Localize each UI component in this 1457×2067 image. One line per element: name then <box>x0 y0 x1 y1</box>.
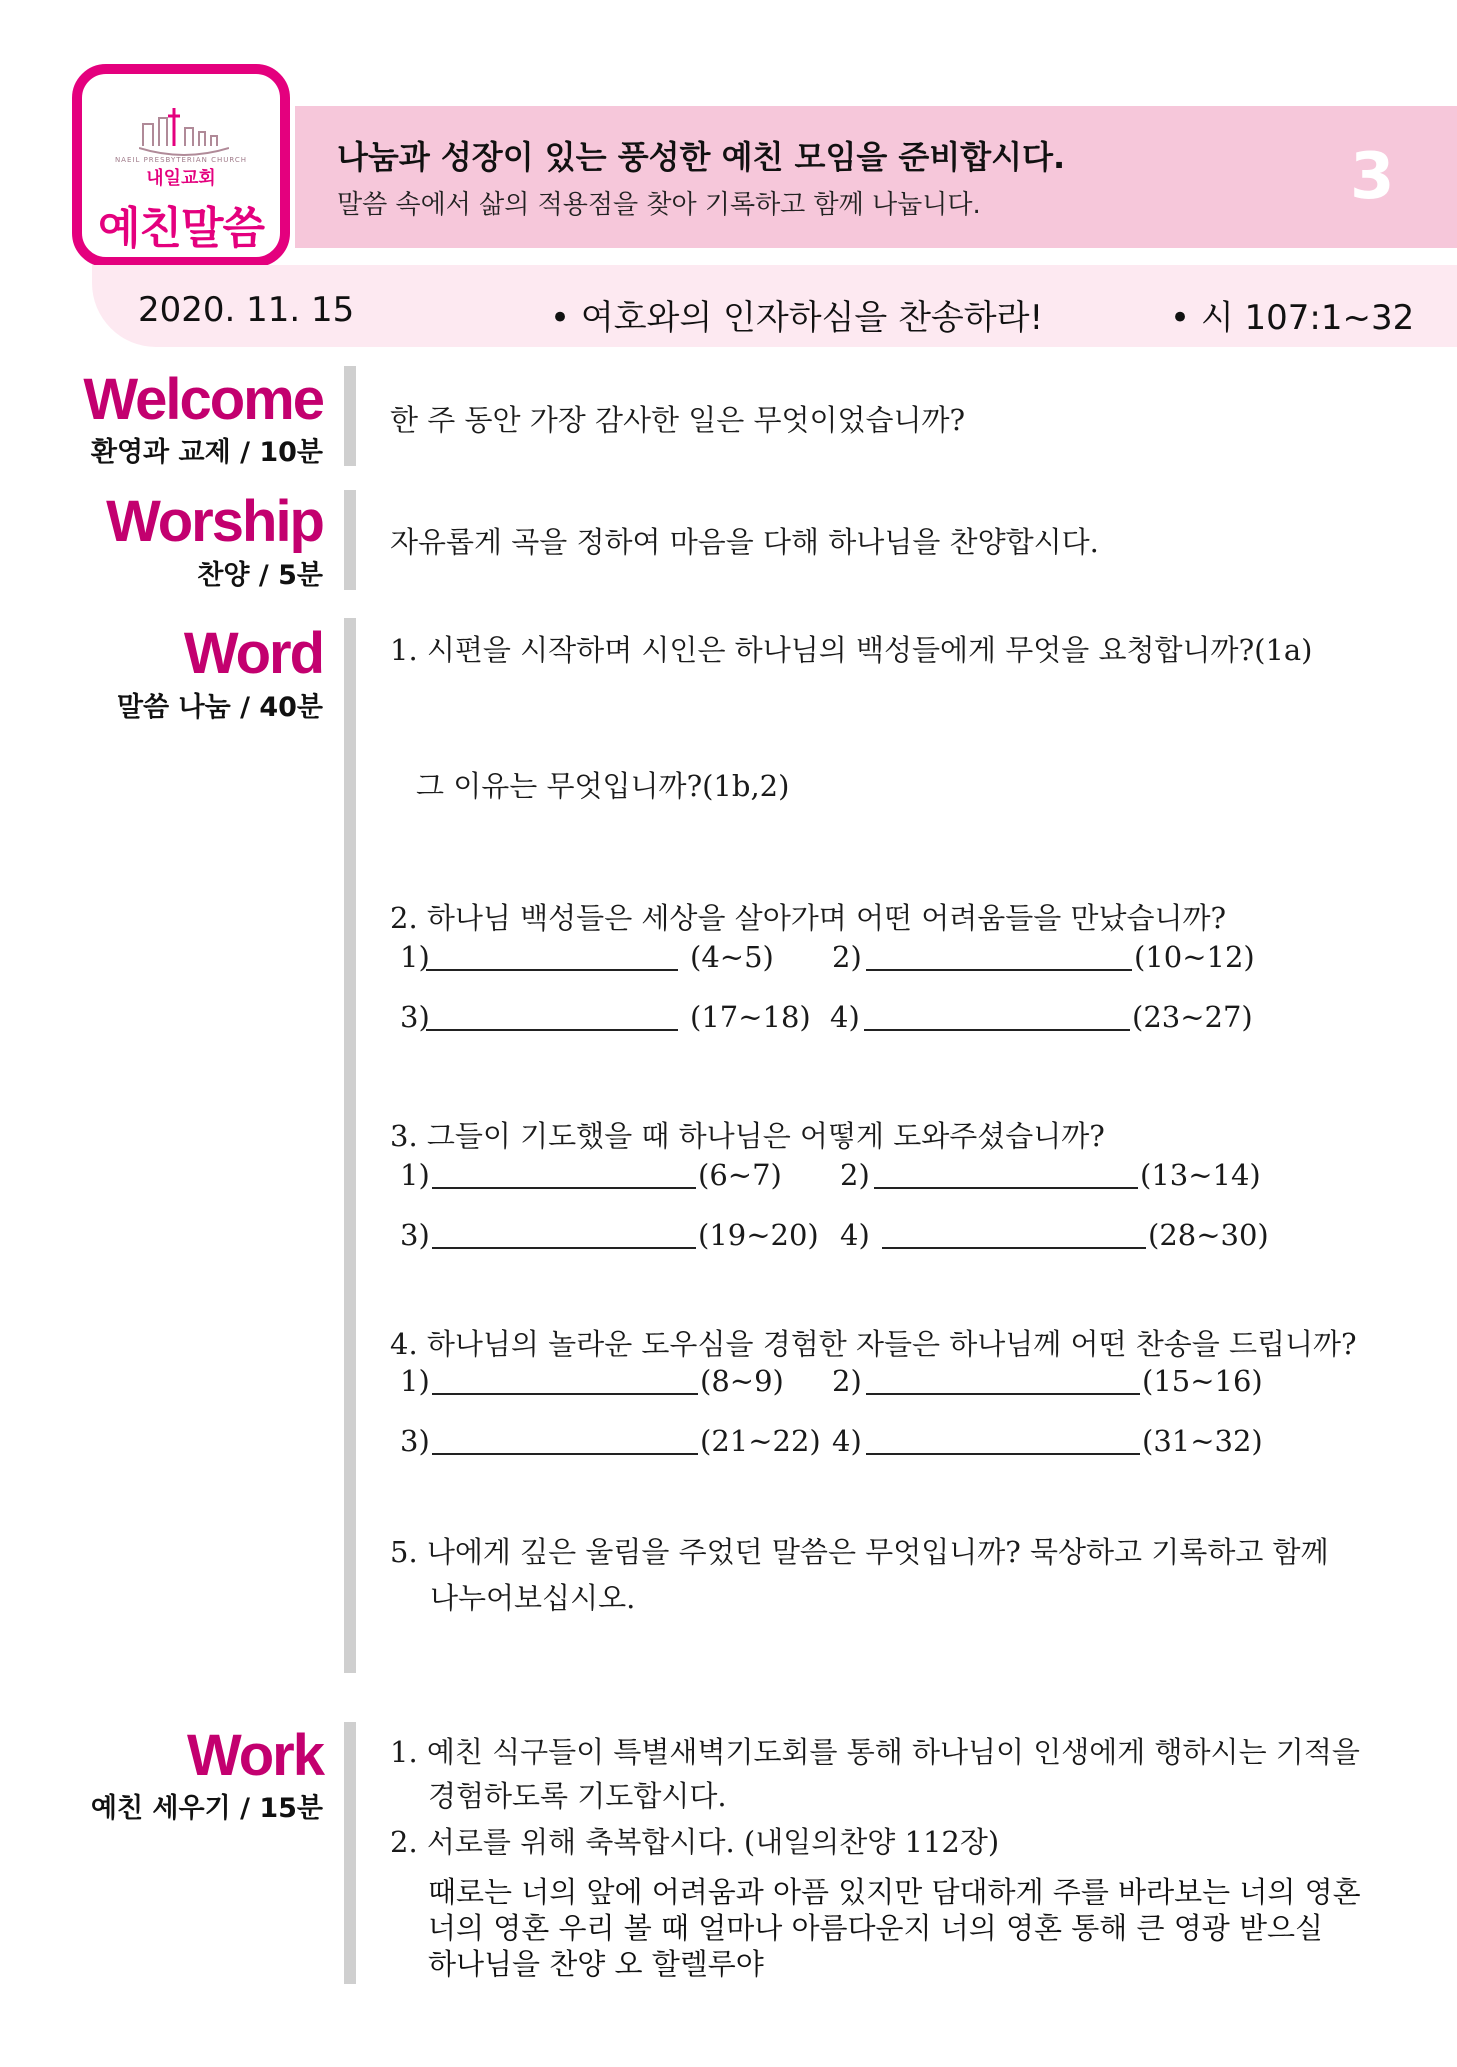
answer-blank[interactable] <box>866 968 1132 971</box>
word-subtitle: 말씀 나눔 / 40분 <box>116 692 323 723</box>
answer-blank[interactable] <box>432 1452 698 1455</box>
work-title: Work <box>187 1723 323 1788</box>
answer-number: 2) <box>832 1364 862 1398</box>
hymn-lyrics-line: 너의 영혼 우리 볼 때 얼마나 아름다운지 너의 영혼 통해 큰 영광 받으실 <box>428 1911 1324 1945</box>
welcome-divider <box>344 366 356 466</box>
scripture-reference: • 시 107:1~32 <box>1170 298 1415 338</box>
word-question-1b: 그 이유는 무엇입니까?(1b,2) <box>416 769 790 803</box>
hymn-lyrics-line: 때로는 너의 앞에 어려움과 아픔 있지만 담대하게 주를 바라보는 너의 영혼 <box>428 1875 1361 1909</box>
welcome-title: Welcome <box>83 367 323 432</box>
answer-blank[interactable] <box>866 1392 1140 1395</box>
word-question-5: 5. 나에게 깊은 울림을 주었던 말씀은 무엇입니까? 묵상하고 기록하고 함께 <box>390 1535 1329 1569</box>
word-divider <box>344 618 356 1673</box>
worship-title: Worship <box>106 489 323 554</box>
welcome-question: 한 주 동안 가장 감사한 일은 무엇이었습니까? <box>390 403 966 437</box>
work-item-1: 1. 예친 식구들이 특별새벽기도회를 통해 하나님이 인생에게 행하시는 기적을 <box>390 1735 1360 1769</box>
sermon-theme: • 여호와의 인자하심을 찬송하라! <box>550 298 1044 338</box>
worship-subtitle: 찬양 / 5분 <box>197 560 323 591</box>
answer-reference: (6~7) <box>698 1158 782 1192</box>
answer-reference: (21~22) <box>700 1424 821 1458</box>
answer-number: 4) <box>830 1000 860 1034</box>
answer-reference: (4~5) <box>690 940 774 974</box>
answer-number: 3) <box>400 1000 430 1034</box>
header-headline: 나눔과 성장이 있는 풍성한 예친 모임을 준비합시다. <box>337 138 1066 176</box>
word-question-2: 2. 하나님 백성들은 세상을 살아가며 어떤 어려움들을 만났습니까? <box>390 901 1227 935</box>
answer-blank[interactable] <box>432 1246 696 1249</box>
logo-church-name: 내일교회 <box>146 168 216 189</box>
answer-blank[interactable] <box>864 1028 1130 1031</box>
answer-number: 2) <box>832 940 862 974</box>
work-item-2: 2. 서로를 위해 축복합시다. (내일의찬양 112장) <box>390 1825 1000 1859</box>
answer-reference: (23~27) <box>1132 1000 1253 1034</box>
answer-reference: (31~32) <box>1142 1424 1263 1458</box>
work-item-1-cont: 경험하도록 기도합시다. <box>428 1779 727 1813</box>
worship-text: 자유롭게 곡을 정하여 마음을 다해 하나님을 찬양합시다. <box>390 525 1099 559</box>
answer-blank[interactable] <box>432 1186 696 1189</box>
answer-number: 4) <box>832 1424 862 1458</box>
answer-reference: (8~9) <box>700 1364 784 1398</box>
answer-blank[interactable] <box>426 968 678 971</box>
word-question-1: 1. 시편을 시작하며 시인은 하나님의 백성들에게 무엇을 요청합니까?(1a) <box>390 633 1313 667</box>
word-question-5-cont: 나누어보십시오. <box>430 1581 636 1615</box>
answer-reference: (10~12) <box>1134 940 1255 974</box>
answer-reference: (13~14) <box>1140 1158 1261 1192</box>
answer-reference: (19~20) <box>698 1218 819 1252</box>
answer-blank[interactable] <box>882 1246 1146 1249</box>
work-divider <box>344 1722 356 1984</box>
worship-divider <box>344 490 356 590</box>
answer-blank[interactable] <box>874 1186 1138 1189</box>
answer-number: 3) <box>400 1424 430 1458</box>
answer-number: 1) <box>400 1364 430 1398</box>
answer-reference: (15~16) <box>1142 1364 1263 1398</box>
answer-reference: (17~18) <box>690 1000 811 1034</box>
work-subtitle: 예친 세우기 / 15분 <box>90 1793 323 1824</box>
answer-blank[interactable] <box>866 1452 1140 1455</box>
answer-number: 3) <box>400 1218 430 1252</box>
church-skyline-icon <box>139 104 229 159</box>
logo-box <box>72 64 290 267</box>
answer-reference: (28~30) <box>1148 1218 1269 1252</box>
logo-english-name: NAEIL PRESBYTERIAN CHURCH <box>114 156 248 164</box>
welcome-subtitle: 환영과 교제 / 10분 <box>90 437 323 468</box>
answer-number: 4) <box>840 1218 870 1252</box>
header-subline: 말씀 속에서 삶의 적용점을 찾아 기록하고 함께 나눕니다. <box>337 190 981 220</box>
word-question-3: 3. 그들이 기도했을 때 하나님은 어떻게 도와주셨습니까? <box>390 1119 1105 1153</box>
logo-title: 예친말씀 <box>97 203 264 254</box>
word-question-4: 4. 하나님의 놀라운 도우심을 경험한 자들은 하나님께 어떤 찬송을 드립니까? <box>390 1327 1357 1361</box>
hymn-lyrics-line: 하나님을 찬양 오 할렐루야 <box>428 1947 764 1981</box>
answer-number: 2) <box>840 1158 870 1192</box>
answer-number: 1) <box>400 1158 430 1192</box>
answer-blank[interactable] <box>432 1392 698 1395</box>
answer-blank[interactable] <box>426 1028 678 1031</box>
answer-number: 1) <box>400 940 430 974</box>
date: 2020. 11. 15 <box>138 290 355 330</box>
page-number: 3 <box>1350 140 1395 214</box>
word-title: Word <box>183 621 323 686</box>
